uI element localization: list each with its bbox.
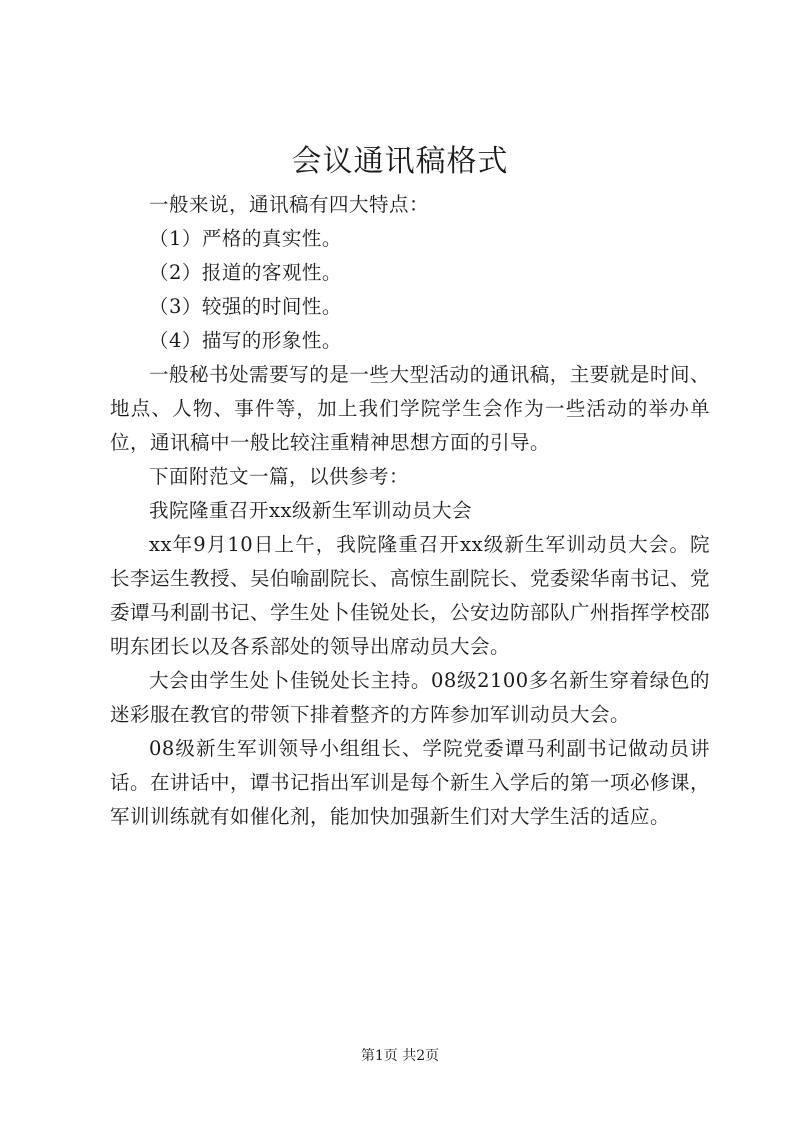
page-number-footer: 第1页 共2页 (360, 1048, 440, 1064)
document-title: 会议通讯稿格式 (291, 144, 509, 179)
list-item-2: （2）报道的客观性。 (149, 261, 342, 284)
paragraph-host: 大会由学生处卜佳锐处长主持。08级2100多名新生穿着绿色的迷彩服在教官的带领下排着整齐的方阵参加军训动员大会。 (110, 669, 710, 726)
list-item-4: （4）描写的形象性。 (149, 329, 342, 352)
paragraph-sample-intro: 下面附范文一篇，以供参考： (149, 465, 410, 488)
sample-headline: 我院隆重召开xx级新生军训动员大会 (149, 499, 472, 522)
paragraph-intro: 一般来说，通讯稿有四大特点： (149, 193, 430, 216)
list-item-3: （3）较强的时间性。 (149, 295, 342, 318)
document-body (110, 188, 710, 834)
list-item-1: （1）严格的真实性。 (149, 227, 342, 250)
paragraph-meeting: xx年9月10日上午，我院隆重召开xx级新生军训动员大会。院长李运生教授、吴伯喻副院长、高惊生副院长、党委梁华南书记、党委谭马利副书记、学生处卜佳锐处长，公安边防部队广州指挥学校邵明东团长以及各系部处的领导出席动员大会。 (110, 533, 711, 658)
paragraph-secretariat: 一般秘书处需要写的是一些大型活动的通讯稿，主要就是时间、地点、人物、事件等，加上我们学院学生会作为一些活动的举办单位，通讯稿中一般比较注重精神思想方面的引导。 (110, 363, 710, 454)
paragraph-speech: 08级新生军训领导小组组长、学院党委谭马利副书记做动员讲话。在讲话中，谭书记指出军训是每个新生入学后的第一项必修课，军训训练就有如催化剂，能加快加强新生们对大学生活的适应。 (110, 737, 711, 828)
